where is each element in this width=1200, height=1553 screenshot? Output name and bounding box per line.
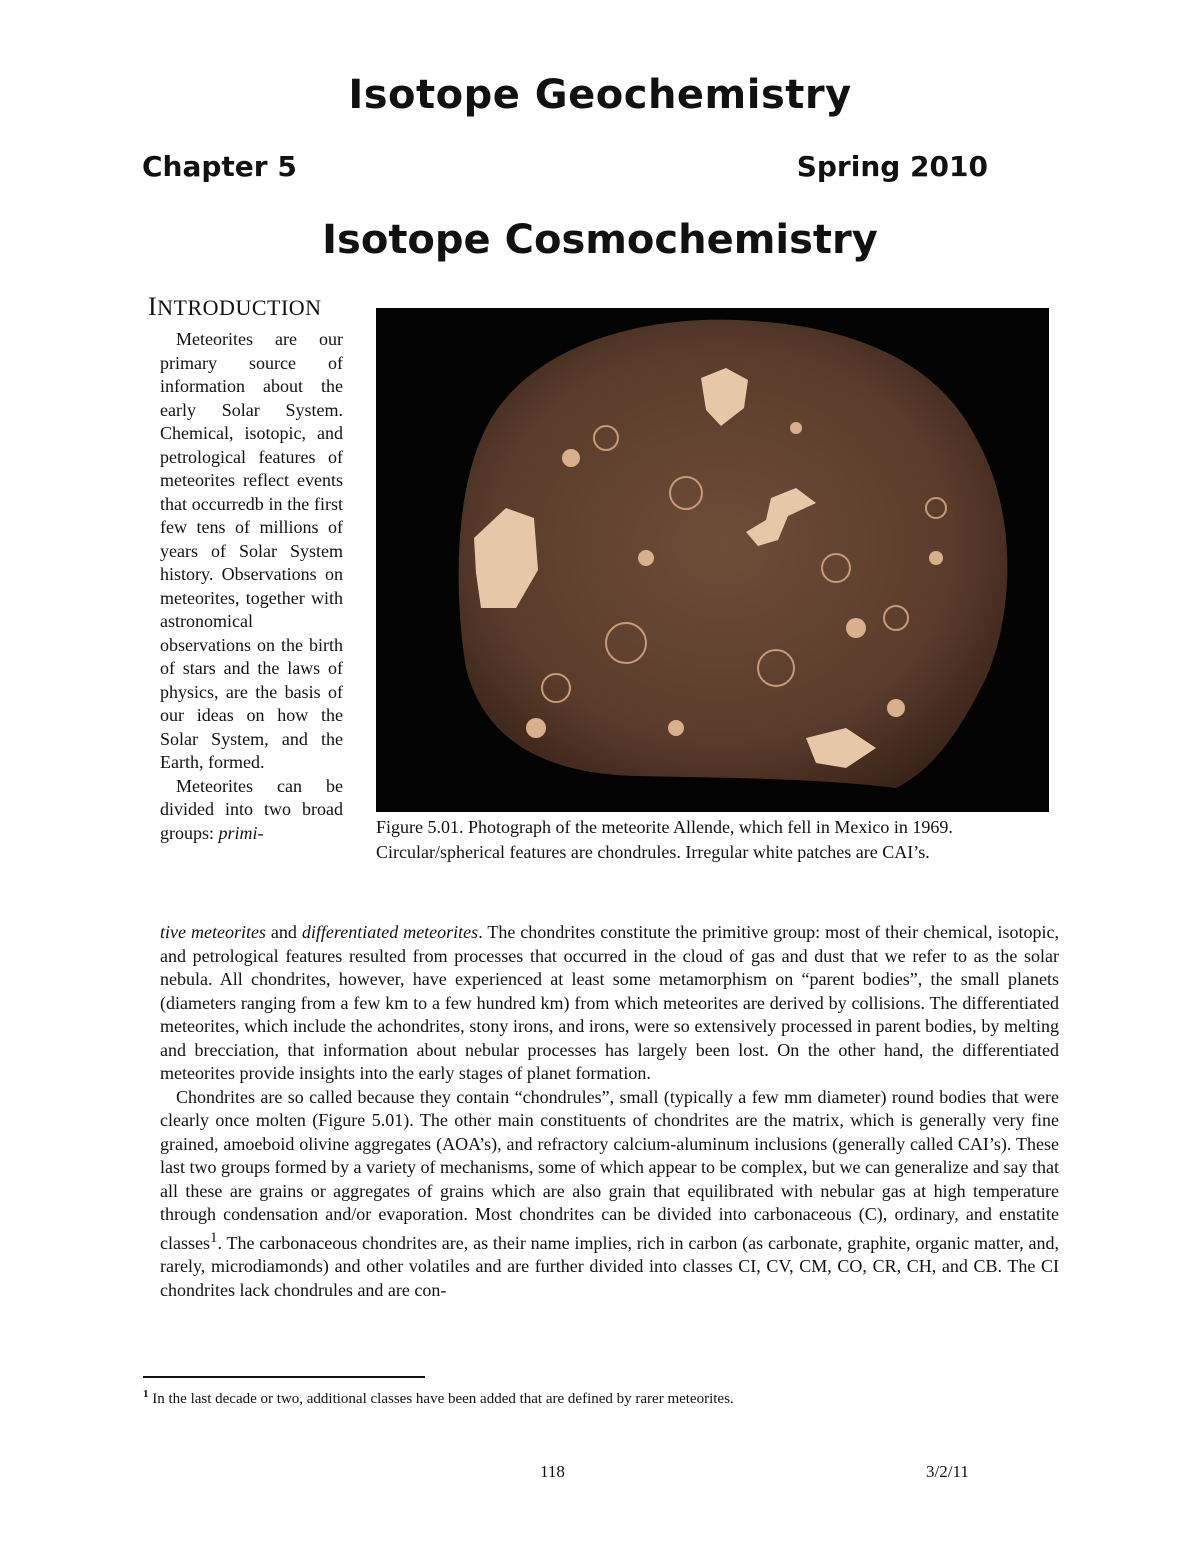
chapter-title: Isotope Cosmochemistry [322, 217, 878, 263]
inclusion [526, 718, 546, 738]
inclusion [846, 618, 866, 638]
body-paragraph-1-rest: . The chondrites constitute the primitive group: most of their chemical, isotopic, and petrological features resulted from processes that occurred in the cloud of gas and dust that we refer to as the solar nebula. All chondrites, however, have experienced at least some metamorphism on “parent bodies”, the small planets (diameters ranging from a few km to a few hundred km) from which meteorites are derived by collisions. The differentiated meteorites, which include the achondrites, stony irons, and irons, were so extensively processed in parent bodies, by melting and brecciation, that information about nebular processes has largely been lost. On the other hand, the differentiated meteorites provide insights into the early stages of planet formation. [160, 922, 1060, 1083]
footnote-reference[interactable]: 1 [209, 1229, 218, 1246]
footnote-text: In the last decade or two, additional classes have been added that are defined by rarer meteorites. [148, 1391, 734, 1407]
intro-paragraph-2 [160, 775, 343, 846]
body-paragraph-1 [160, 921, 1059, 1086]
body-and: and [265, 922, 302, 942]
meteorite-illustration [376, 308, 1049, 812]
section-heading-rest: NTRODUCTION [157, 295, 322, 320]
term-label: Spring 2010 [796, 150, 988, 183]
inclusion [887, 699, 905, 717]
body-italic-differentiated: differentiated meteorites [301, 922, 479, 942]
inclusion [668, 720, 684, 736]
figure-caption: Figure 5.01. Photograph of the meteorite Allende, which fell in Mexico in 1969. Circular/spherical features are chondrules. Irregular white patches are CAI’s. [376, 817, 953, 862]
meteorite-photo [376, 308, 1049, 812]
inclusion [562, 449, 580, 467]
intro-paragraph-2-text: Meteorites can be divided into two broad groups: [160, 775, 343, 843]
footnote [143, 1388, 1043, 1408]
inclusion [929, 551, 943, 565]
footnote-marker: 1 [143, 1388, 149, 1400]
book-title: Isotope Geochemistry [348, 72, 852, 118]
section-heading [148, 292, 322, 322]
page-number: 118 [540, 1462, 565, 1481]
section-heading-initial: I [148, 292, 158, 321]
page-date: 3/2/11 [926, 1462, 969, 1481]
body-italic-primitive: tive meteorites [160, 922, 266, 942]
chapter-label: Chapter 5 [142, 150, 297, 183]
body-text [160, 921, 1059, 1302]
intro-paragraph-1: Meteorites are our primary source of information about the early Solar System. Chemical, isotopic, and petrological features of meteorites reflect events that occurredb in the first few tens of millions of years of Solar System history. Observations on meteorites, together with astronomical observations on the birth of stars and the laws of physics, are the basis of our ideas on how the Solar System, and the Earth, formed. [160, 329, 343, 772]
intro-paragraph-2-italic: primi- [218, 822, 264, 843]
side-column [160, 328, 343, 845]
body-paragraph-2-b: . The carbonaceous chondrites are, as their name implies, rich in carbon (as carbonate, graphite, organic matter, and, rarely, microdiamonds) and other volatiles and are further divided into classes CI, CV, CM, CO, CR, CH, and CB. The CI chondrites lack chondrules and are con- [160, 1232, 1059, 1300]
body-paragraph-2-a: Chondrites are so called because they contain “chondrules”, small (typically a few mm diameter) round bodies that were clearly once molten (Figure 5.01). The other main constituents of chondrites are the matrix, which is generally very fine grained, amoeboid olivine aggregates (AOA’s), and refractory calcium-aluminum inclusions (generally called CAI’s). These last two groups formed by a variety of mechanisms, some of which appear to be complex, but we can generalize and say that all these are grains or aggregates of grains which are also grain that equilibrated with nebular gas at high temperature through condensation and/or evaporation. Most chondrites can be divided into carbonaceous (C), ordinary, and enstatite classes [160, 1086, 1059, 1253]
footnote-rule [143, 1376, 425, 1378]
body-paragraph-2 [160, 1086, 1059, 1303]
inclusion [790, 422, 802, 434]
inclusion [638, 550, 654, 566]
